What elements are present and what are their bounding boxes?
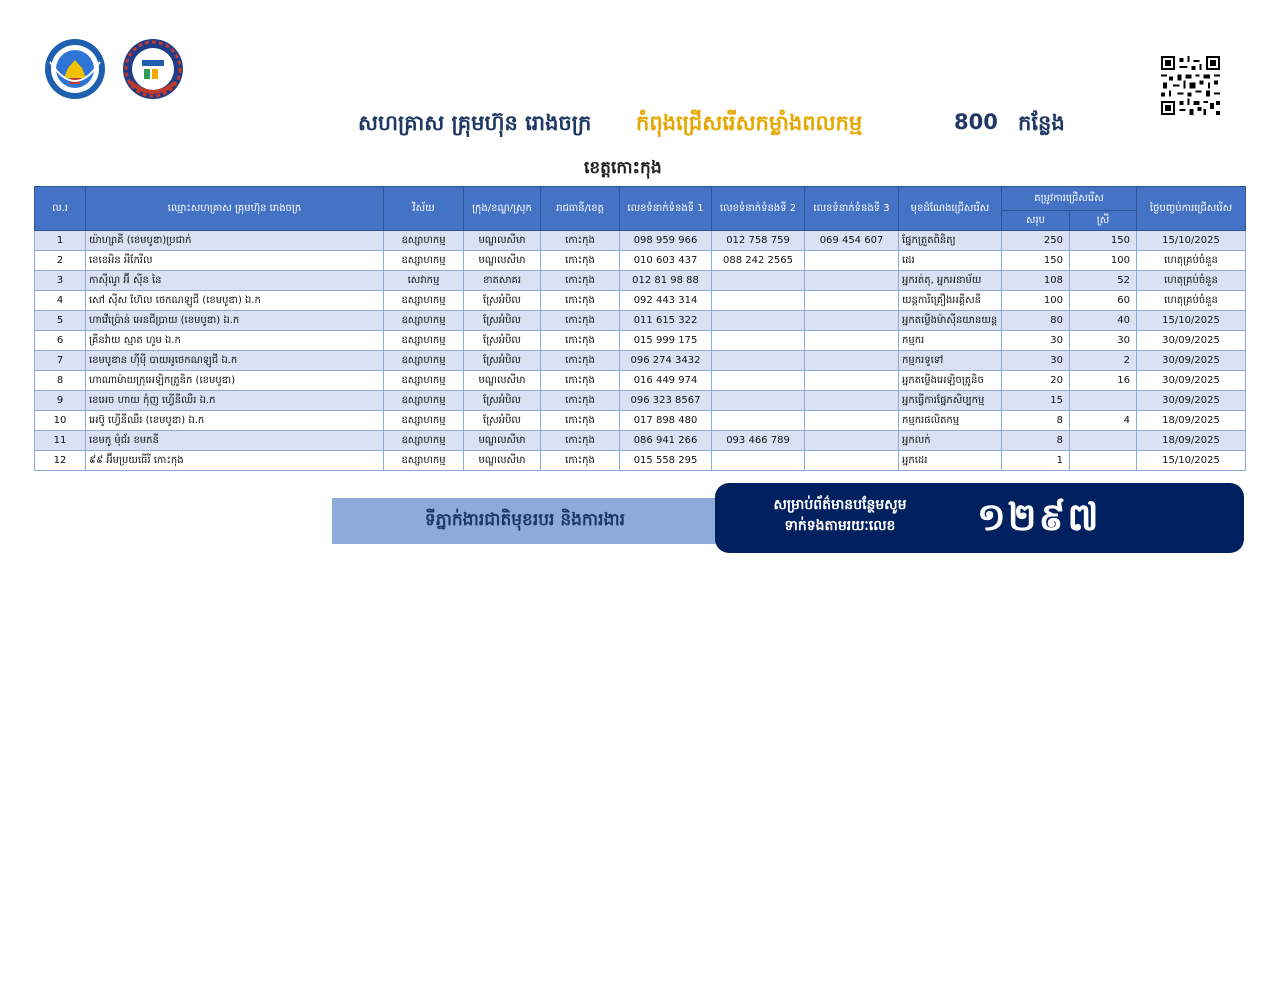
cell-deadline: 15/10/2025 <box>1137 311 1246 331</box>
page-title <box>358 110 1078 142</box>
cell-phone1: 011 615 322 <box>620 311 712 331</box>
cell-phone3 <box>805 451 899 471</box>
cell-phone2 <box>712 291 805 311</box>
cell-phone3 <box>805 331 899 351</box>
cell-deadline: 18/09/2025 <box>1137 431 1246 451</box>
cell-phone1: 015 999 175 <box>620 331 712 351</box>
cell-female: 2 <box>1070 351 1137 371</box>
cell-deadline: 18/09/2025 <box>1137 411 1246 431</box>
cell-phone2: 088 242 2565 <box>712 251 805 271</box>
cell-phone1: 086 941 266 <box>620 431 712 451</box>
qr-code-icon[interactable] <box>1161 56 1220 115</box>
cell-sector: ឧស្សាហកម្ម <box>384 331 464 351</box>
header-province: រាជធានី/ខេត្ត <box>541 187 620 231</box>
cell-total: 30 <box>1002 351 1070 371</box>
cell-district: មណ្ឌលសីមា <box>464 451 541 471</box>
cell-female: 150 <box>1070 231 1137 251</box>
cell-total: 250 <box>1002 231 1070 251</box>
cell-deadline: 30/09/2025 <box>1137 391 1246 411</box>
cell-province: កោះកុង <box>541 391 620 411</box>
table-row <box>35 291 1246 311</box>
cell-female: 4 <box>1070 411 1137 431</box>
cell-phone2 <box>712 451 805 471</box>
table-row <box>35 331 1246 351</box>
cell-company-name: យ៉ាហ្សាគី (ខេមបូឌា)ប្រជាក់ <box>86 231 384 251</box>
cell-province: កោះកុង <box>541 291 620 311</box>
cell-sector: ឧស្សាហកម្ម <box>384 231 464 251</box>
cell-company-name: ខេអេច ហាយ កុំញ ហ្វើនីឈឺរ ឯ.ក <box>86 391 384 411</box>
cell-total: 1 <box>1002 451 1070 471</box>
table-row <box>35 411 1246 431</box>
cell-sector: ឧស្សាហកម្ម <box>384 451 464 471</box>
cell-district: មណ្ឌលសីមា <box>464 231 541 251</box>
cell-province: កោះកុង <box>541 451 620 471</box>
ministry-emblem-icon <box>44 38 106 100</box>
cell-phone1: 016 449 974 <box>620 371 712 391</box>
table-row <box>35 371 1246 391</box>
cell-deadline: 15/10/2025 <box>1137 451 1246 471</box>
cell-phone1: 017 898 480 <box>620 411 712 431</box>
table-row <box>35 251 1246 271</box>
cell-no: 11 <box>35 431 86 451</box>
cell-district: ស្រែអំបិល <box>464 391 541 411</box>
table-row <box>35 451 1246 471</box>
hotline-caption <box>745 495 935 537</box>
cell-deadline: ហេតុគ្រប់ចំនួន <box>1137 291 1246 311</box>
cell-province: កោះកុង <box>541 331 620 351</box>
cell-district: មណ្ឌលសីមា <box>464 251 541 271</box>
cell-total: 20 <box>1002 371 1070 391</box>
header-district: ក្រុង/ខណ្ឌ/ស្រុក <box>464 187 541 231</box>
cell-female: 52 <box>1070 271 1137 291</box>
cell-company-name: ខេខេអិន អឹកែរីល <box>86 251 384 271</box>
cell-total: 100 <box>1002 291 1070 311</box>
cell-phone2: 012 758 759 <box>712 231 805 251</box>
cell-phone3 <box>805 371 899 391</box>
title-unit: កន្លែង <box>1018 111 1065 135</box>
cell-phone1: 012 81 98 88 <box>620 271 712 291</box>
cell-deadline: ហេតុគ្រប់ចំនួន <box>1137 251 1246 271</box>
cell-female: 100 <box>1070 251 1137 271</box>
cell-district: មណ្ឌលសីមា <box>464 431 541 451</box>
cell-female <box>1070 391 1137 411</box>
cell-position: កម្មករទូទៅ <box>899 351 1002 371</box>
cell-female: 30 <box>1070 331 1137 351</box>
cell-position: ផ្នែកត្រួតពិនិត្យ <box>899 231 1002 251</box>
cell-no: 2 <box>35 251 86 271</box>
cell-position: អ្នករត់តុ, អ្នកអនាម័យ <box>899 271 1002 291</box>
cell-phone2 <box>712 351 805 371</box>
title-recruiting: កំពុងជ្រើសរើសកម្លាំងពលកម្ម <box>636 111 863 135</box>
cell-sector: ឧស្សាហកម្ម <box>384 311 464 331</box>
cell-position: អ្នកធ្វើការផ្នែកសិប្បកម្ម <box>899 391 1002 411</box>
header-position: មុខដំណែងជ្រើសរើស <box>899 187 1002 231</box>
cell-deadline: 15/10/2025 <box>1137 231 1246 251</box>
cell-deadline: ហេតុគ្រប់ចំនួន <box>1137 271 1246 291</box>
cell-no: 7 <box>35 351 86 371</box>
cell-no: 10 <box>35 411 86 431</box>
agency-banner <box>332 498 718 544</box>
header-company-name: ឈ្មោះសហគ្រាស គ្រុមហ៊ុន រោងចក្រ <box>86 187 384 231</box>
cell-district: ខាតសាគរ <box>464 271 541 291</box>
header-no: ល.រ <box>35 187 86 231</box>
header-sector: វិស័យ <box>384 187 464 231</box>
cell-female <box>1070 431 1137 451</box>
cell-no: 4 <box>35 291 86 311</box>
cell-company-name: ហាវើប្រ៉ោន់ អេនជីប្រាយ (ខេមបូឌា) ឯ.ក <box>86 311 384 331</box>
cell-phone2 <box>712 311 805 331</box>
cell-district: ស្រែអំបិល <box>464 351 541 371</box>
cell-position: ដេរ <box>899 251 1002 271</box>
cell-phone2: 093 466 789 <box>712 431 805 451</box>
header-total: សរុប <box>1002 211 1070 231</box>
cell-female: 40 <box>1070 311 1137 331</box>
header-need: តម្រូវការជ្រើសរើស <box>1002 187 1137 211</box>
hotline-banner <box>715 483 1244 553</box>
cell-province: កោះកុង <box>541 251 620 271</box>
cell-position: អ្នកដេរ <box>899 451 1002 471</box>
cell-province: កោះកុង <box>541 431 620 451</box>
cell-phone3 <box>805 411 899 431</box>
cell-no: 3 <box>35 271 86 291</box>
cell-position: អ្នកលក់ <box>899 431 1002 451</box>
cell-province: កោះកុង <box>541 231 620 251</box>
cell-phone1: 092 443 314 <box>620 291 712 311</box>
table-row <box>35 231 1246 251</box>
table-row <box>35 351 1246 371</box>
cell-position: យន្តការីគ្រឿងអគ្គីសនី <box>899 291 1002 311</box>
cell-sector: ឧស្សាហកម្ម <box>384 431 464 451</box>
cell-phone3 <box>805 271 899 291</box>
table-row <box>35 271 1246 291</box>
cell-company-name: គ្រីនវ៉ាយ ស្មាត ហូម ឯ.ក <box>86 331 384 351</box>
cell-total: 8 <box>1002 411 1070 431</box>
cell-sector: ឧស្សាហកម្ម <box>384 371 464 391</box>
cell-deadline: 30/09/2025 <box>1137 331 1246 351</box>
cell-no: 9 <box>35 391 86 411</box>
cell-sector: ឧស្សាហកម្ម <box>384 351 464 371</box>
header-phone3: លេខទំនាក់ទំនងទី 3 <box>805 187 899 231</box>
title-company: សហគ្រាស គ្រុមហ៊ុន រោងចក្រ <box>358 111 592 135</box>
cell-no: 5 <box>35 311 86 331</box>
cell-district: ស្រែអំបិល <box>464 411 541 431</box>
cell-province: កោះកុង <box>541 411 620 431</box>
cell-total: 80 <box>1002 311 1070 331</box>
cell-company-name: ខេមកូ មុំជ័រ ខមភនី <box>86 431 384 451</box>
cell-female: 16 <box>1070 371 1137 391</box>
cell-phone3 <box>805 351 899 371</box>
cell-no: 8 <box>35 371 86 391</box>
cell-phone3 <box>805 291 899 311</box>
cell-phone3: 069 454 607 <box>805 231 899 251</box>
employment-agency-logo-icon <box>122 38 184 100</box>
header-phone2: លេខទំនាក់ទំនងទី 2 <box>712 187 805 231</box>
cell-phone2 <box>712 391 805 411</box>
cell-phone3 <box>805 391 899 411</box>
hotline-number[interactable]: ១២៩៧ <box>977 495 1101 539</box>
header-female: ស្រី <box>1070 211 1137 231</box>
cell-phone1: 015 558 295 <box>620 451 712 471</box>
cell-no: 6 <box>35 331 86 351</box>
cell-phone1: 010 603 437 <box>620 251 712 271</box>
cell-total: 30 <box>1002 331 1070 351</box>
cell-district: ស្រែអំបិល <box>464 311 541 331</box>
cell-phone3 <box>805 311 899 331</box>
header-phone1: លេខទំនាក់ទំនងទី 1 <box>620 187 712 231</box>
cell-sector: ឧស្សាហកម្ម <box>384 391 464 411</box>
cell-total: 108 <box>1002 271 1070 291</box>
hotline-caption-line1: សម្រាប់ព័ត៌មានបន្ថែមសូម <box>773 497 907 513</box>
cell-company-name: ខេមបូឌាន ហ៊ីមុី បាយអូថេកណឡូជី ឯ.ក <box>86 351 384 371</box>
agency-name: ទីភ្នាក់ងារជាតិមុខរបរ និងការងារ <box>424 509 626 530</box>
cell-company-name: អេប៊ូ ហ្វើនីឈឺរ (ខេមបូឌា) ឯ.ក <box>86 411 384 431</box>
cell-province: កោះកុង <box>541 311 620 331</box>
cell-sector: ឧស្សាហកម្ម <box>384 411 464 431</box>
cell-sector: ឧស្សាហកម្ម <box>384 251 464 271</box>
cell-no: 1 <box>35 231 86 251</box>
cell-phone3 <box>805 251 899 271</box>
cell-province: កោះកុង <box>541 371 620 391</box>
cell-sector: ឧស្សាហកម្ម <box>384 291 464 311</box>
cell-province: កោះកុង <box>541 351 620 371</box>
cell-company-name: ហាណាម៉ាយក្រុអេឡិកត្រូនិក (ខេមបូឌា) <box>86 371 384 391</box>
cell-phone1: 096 323 8567 <box>620 391 712 411</box>
title-position-count: 800 <box>954 110 998 134</box>
cell-deadline: 30/09/2025 <box>1137 351 1246 371</box>
cell-female <box>1070 451 1137 471</box>
province-subtitle: ខេត្តកោះកុង <box>584 158 662 178</box>
table-row <box>35 311 1246 331</box>
cell-district: ស្រែអំបិល <box>464 291 541 311</box>
cell-total: 8 <box>1002 431 1070 451</box>
header-deadline: ថ្ងៃបញ្ចប់ការជ្រើសរើស <box>1137 187 1246 231</box>
cell-position: កម្មករ <box>899 331 1002 351</box>
cell-phone1: 096 274 3432 <box>620 351 712 371</box>
cell-total: 150 <box>1002 251 1070 271</box>
cell-phone1: 098 959 966 <box>620 231 712 251</box>
table-row <box>35 391 1246 411</box>
cell-phone2 <box>712 331 805 351</box>
job-vacancy-table <box>34 186 1246 471</box>
cell-deadline: 30/09/2025 <box>1137 371 1246 391</box>
cell-company-name: កាស៊ីណូ អ៊ី ស៊ីន នៃ <box>86 271 384 291</box>
cell-position: កម្មករផលិតកម្ម <box>899 411 1002 431</box>
cell-no: 12 <box>35 451 86 471</box>
cell-phone2 <box>712 271 805 291</box>
cell-district: មណ្ឌលសីមា <box>464 371 541 391</box>
cell-sector: សេវាកម្ម <box>384 271 464 291</box>
cell-position: អ្នកតម្លើងម៉ាស៊ីនយានយន្ត <box>899 311 1002 331</box>
cell-province: កោះកុង <box>541 271 620 291</box>
cell-phone3 <box>805 431 899 451</box>
table-row <box>35 431 1246 451</box>
cell-company-name: ៩៩ អ៊ីមប្រយធើរី កោះកុង <box>86 451 384 471</box>
cell-district: ស្រែអំបិល <box>464 331 541 351</box>
cell-company-name: សៅ ស៊ីស ហ៊ែល ថេកណឡូជី (ខេមបូឌា) ឯ.ក <box>86 291 384 311</box>
hotline-caption-line2: ទាក់ទងតាមរយៈលេខ <box>784 518 896 534</box>
cell-female: 60 <box>1070 291 1137 311</box>
cell-phone2 <box>712 371 805 391</box>
cell-position: អ្នកតម្លើងអេឡិចត្រូនិច <box>899 371 1002 391</box>
cell-total: 15 <box>1002 391 1070 411</box>
cell-phone2 <box>712 411 805 431</box>
